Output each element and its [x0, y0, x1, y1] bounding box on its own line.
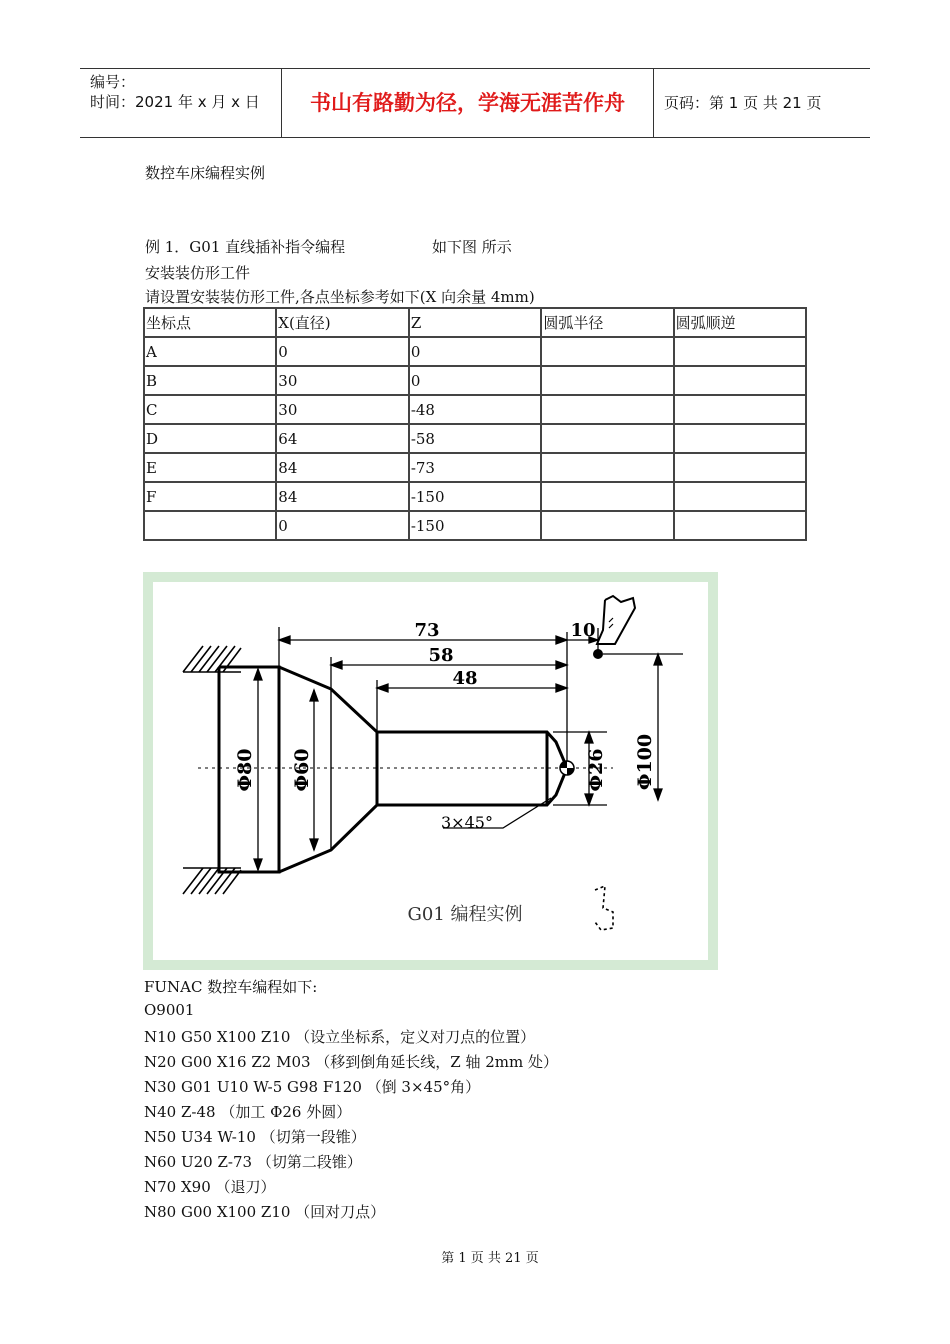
table-cell: C — [144, 395, 276, 424]
program-line: N70 X90 （退刀） — [144, 1178, 276, 1196]
table-cell: -73 — [409, 453, 542, 482]
table-cell: 30 — [276, 366, 409, 395]
coordinate-table — [143, 307, 807, 541]
dia-60-label: Φ60 — [291, 748, 313, 792]
dia-26-label: Φ26 — [585, 748, 607, 792]
table-cell — [674, 337, 806, 366]
table-cell — [674, 424, 806, 453]
page-header — [80, 68, 870, 138]
table-header-cell: 圆弧半径 — [541, 308, 673, 337]
chamfer-label: 3×45° — [441, 813, 493, 832]
table-cell — [541, 424, 673, 453]
table-cell: -150 — [409, 511, 542, 540]
program-line: O9001 — [144, 1001, 195, 1019]
see-figure-text: 如下图 所示 — [432, 238, 512, 256]
table-header-cell: 圆弧顺逆 — [674, 308, 806, 337]
figure-caption: G01 编程实例 — [407, 904, 523, 925]
table-cell — [541, 511, 673, 540]
g01-drawing — [143, 572, 718, 970]
table-header-cell: X(直径) — [276, 308, 409, 337]
origin-marker — [560, 761, 574, 775]
table-cell — [674, 453, 806, 482]
table-cell: D — [144, 424, 276, 453]
table-cell: -48 — [409, 395, 542, 424]
tool-reference-point — [593, 649, 603, 659]
program-line: N80 G00 X100 Z10 （回对刀点） — [144, 1203, 386, 1221]
workpiece-outline — [219, 667, 567, 872]
table-cell — [541, 395, 673, 424]
table-cell — [674, 366, 806, 395]
program-line: N30 G01 U10 W-5 G98 F120 （倒 3×45°角） — [144, 1078, 481, 1096]
table-cell: F — [144, 482, 276, 511]
dim-73-label: 73 — [414, 620, 440, 641]
table-cell — [541, 366, 673, 395]
table-row — [144, 511, 806, 540]
table-row — [144, 337, 806, 366]
table-row — [144, 424, 806, 453]
table-cell: 0 — [409, 337, 542, 366]
cutting-tool — [597, 596, 635, 644]
dim-48-label: 48 — [452, 668, 478, 689]
instruction-text: 请设置安装装仿形工件,各点坐标参考如下(X 向余量 4mm) — [145, 288, 535, 306]
table-cell: 0 — [276, 337, 409, 366]
table-cell — [541, 337, 673, 366]
program-intro: FUNAC 数控车编程如下: — [144, 978, 318, 996]
table-row — [144, 366, 806, 395]
dim-10-label: 10 — [570, 620, 596, 641]
program-line: N60 U20 Z-73 （切第二段锥） — [144, 1153, 362, 1171]
table-cell: 0 — [409, 366, 542, 395]
g01-figure — [143, 572, 718, 970]
table-cell: B — [144, 366, 276, 395]
table-cell: 84 — [276, 482, 409, 511]
table-row — [144, 482, 806, 511]
table-header-row — [144, 308, 806, 337]
header-motto: 书山有路勤为径，学海无涯苦作舟 — [282, 69, 654, 137]
table-header-cell: Z — [409, 308, 542, 337]
dia-80-label: Φ80 — [234, 748, 256, 792]
table-row — [144, 453, 806, 482]
table-cell — [674, 482, 806, 511]
table-cell: -150 — [409, 482, 542, 511]
page-footer: 第 1 页 共 21 页 — [441, 1251, 539, 1266]
table-cell — [541, 482, 673, 511]
table-cell — [144, 511, 276, 540]
table-cell: 84 — [276, 453, 409, 482]
program-line: N40 Z-48 （加工 Φ26 外圆） — [144, 1103, 352, 1121]
program-line: N50 U34 W-10 （切第一段锥） — [144, 1128, 366, 1146]
table-cell — [541, 453, 673, 482]
header-page-label: 页码：第 1 页 共 21 页 — [664, 94, 822, 112]
time-label: 时间：2021 年 x 月 x 日 — [90, 93, 260, 111]
program-line: N20 G00 X16 Z2 M03 （移到倒角延长线，Z 轴 2mm 处） — [144, 1053, 559, 1071]
table-row — [144, 395, 806, 424]
dim-58-label: 58 — [428, 645, 454, 666]
table-cell: -58 — [409, 424, 542, 453]
table-cell: 30 — [276, 395, 409, 424]
table-cell: A — [144, 337, 276, 366]
table-cell: 64 — [276, 424, 409, 453]
program-line: N10 G50 X100 Z10 （设立坐标系，定义对刀点的位置） — [144, 1028, 536, 1046]
table-header-cell: 坐标点 — [144, 308, 276, 337]
doc-subtitle: 安装装仿形工件 — [145, 264, 251, 282]
table-cell: 0 — [276, 511, 409, 540]
table-cell: E — [144, 453, 276, 482]
header-meta-cell — [80, 69, 282, 137]
doc-title: 数控车床编程实例 — [145, 164, 266, 182]
dia-100-label: Φ100 — [634, 733, 656, 791]
table-cell — [674, 511, 806, 540]
number-label: 编号： — [90, 73, 136, 91]
coordinate-table-body — [144, 308, 806, 540]
axis-symbol-icon — [595, 886, 613, 930]
table-cell — [674, 395, 806, 424]
example-line: 例 1．G01 直线插补指令编程 — [145, 238, 346, 256]
